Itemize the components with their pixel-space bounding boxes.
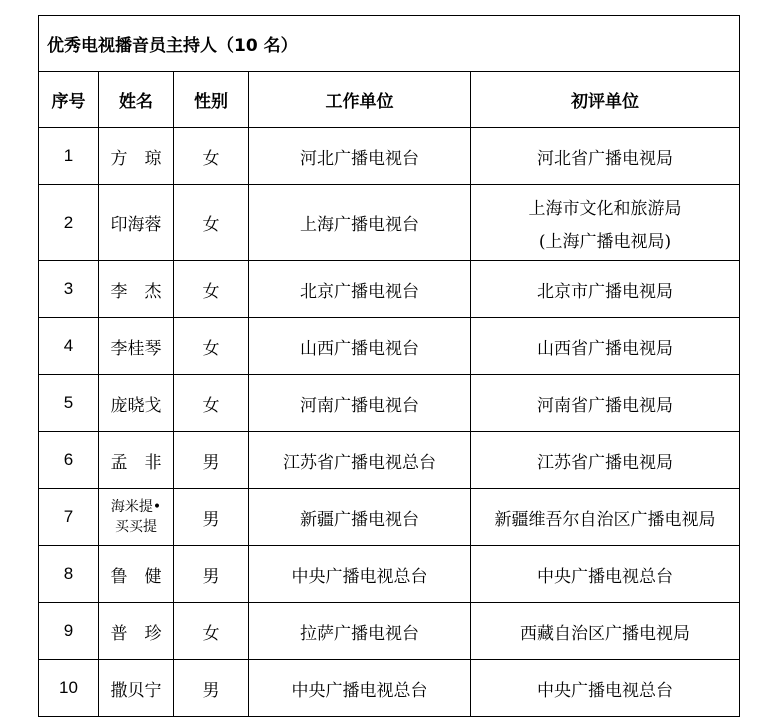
- table-row: [39, 128, 740, 185]
- table-row: [39, 489, 740, 546]
- row-index: 5: [39, 375, 99, 432]
- row-name: 孟 非: [99, 432, 174, 489]
- row-gender: 女: [174, 185, 249, 261]
- row-gender: 男: [174, 432, 249, 489]
- row-name: 庞晓戈: [99, 375, 174, 432]
- header-eval-unit: 初评单位: [471, 72, 740, 128]
- row-index: 7: [39, 489, 99, 546]
- row-eval-unit: 新疆维吾尔自治区广播电视局: [471, 489, 740, 546]
- row-index: 2: [39, 185, 99, 261]
- row-gender: 女: [174, 318, 249, 375]
- header-gender: 性别: [174, 72, 249, 128]
- row-name: [99, 489, 174, 546]
- row-index: 10: [39, 660, 99, 717]
- row-name: 普 珍: [99, 603, 174, 660]
- header-index: 序号: [39, 72, 99, 128]
- row-work-unit: 北京广播电视台: [249, 261, 471, 318]
- table-row: [39, 375, 740, 432]
- table-row: [39, 185, 740, 261]
- awardee-table: [38, 15, 740, 717]
- row-eval-unit: 西藏自治区广播电视局: [471, 603, 740, 660]
- row-name: 李 杰: [99, 261, 174, 318]
- row-index: 9: [39, 603, 99, 660]
- row-index: 6: [39, 432, 99, 489]
- row-gender: 女: [174, 261, 249, 318]
- row-name-line1: 海米提•: [110, 499, 162, 515]
- header-work-unit: 工作单位: [249, 72, 471, 128]
- row-work-unit: 新疆广播电视台: [249, 489, 471, 546]
- table-row: [39, 660, 740, 717]
- row-work-unit: 河南广播电视台: [249, 375, 471, 432]
- row-name: 鲁 健: [99, 546, 174, 603]
- row-work-unit: 河北广播电视台: [249, 128, 471, 185]
- row-eval-unit-line2: (上海广播电视局): [538, 231, 672, 252]
- row-gender: 男: [174, 489, 249, 546]
- row-index: 1: [39, 128, 99, 185]
- row-eval-unit: 河南省广播电视局: [471, 375, 740, 432]
- table-row: [39, 546, 740, 603]
- row-work-unit: 拉萨广播电视台: [249, 603, 471, 660]
- row-work-unit: 中央广播电视总台: [249, 660, 471, 717]
- row-work-unit: 中央广播电视总台: [249, 546, 471, 603]
- row-work-unit: 上海广播电视台: [249, 185, 471, 261]
- row-gender: 女: [174, 375, 249, 432]
- row-eval-unit: 河北省广播电视局: [471, 128, 740, 185]
- table-title: 优秀电视播音员主持人（10 名）: [39, 16, 740, 72]
- title-row: [39, 16, 740, 72]
- row-index: 4: [39, 318, 99, 375]
- table-row: [39, 318, 740, 375]
- row-eval-unit: [471, 185, 740, 261]
- row-gender: 男: [174, 546, 249, 603]
- row-eval-unit: 北京市广播电视局: [471, 261, 740, 318]
- row-eval-unit: 山西省广播电视局: [471, 318, 740, 375]
- row-work-unit: 山西广播电视台: [249, 318, 471, 375]
- row-name-line2: 买买提: [115, 519, 157, 535]
- row-gender: 男: [174, 660, 249, 717]
- row-eval-unit: 中央广播电视总台: [471, 660, 740, 717]
- row-work-unit: 江苏省广播电视总台: [249, 432, 471, 489]
- header-row: [39, 72, 740, 128]
- row-index: 3: [39, 261, 99, 318]
- row-name: 李桂琴: [99, 318, 174, 375]
- table-row: [39, 261, 740, 318]
- row-name: 方 琼: [99, 128, 174, 185]
- row-eval-unit-line1: 上海市文化和旅游局: [528, 198, 682, 219]
- row-eval-unit: 中央广播电视总台: [471, 546, 740, 603]
- table-row: [39, 603, 740, 660]
- row-name: 撒贝宁: [99, 660, 174, 717]
- row-name: 印海蓉: [99, 185, 174, 261]
- row-index: 8: [39, 546, 99, 603]
- row-gender: 女: [174, 128, 249, 185]
- row-gender: 女: [174, 603, 249, 660]
- table-row: [39, 432, 740, 489]
- header-name: 姓名: [99, 72, 174, 128]
- row-eval-unit: 江苏省广播电视局: [471, 432, 740, 489]
